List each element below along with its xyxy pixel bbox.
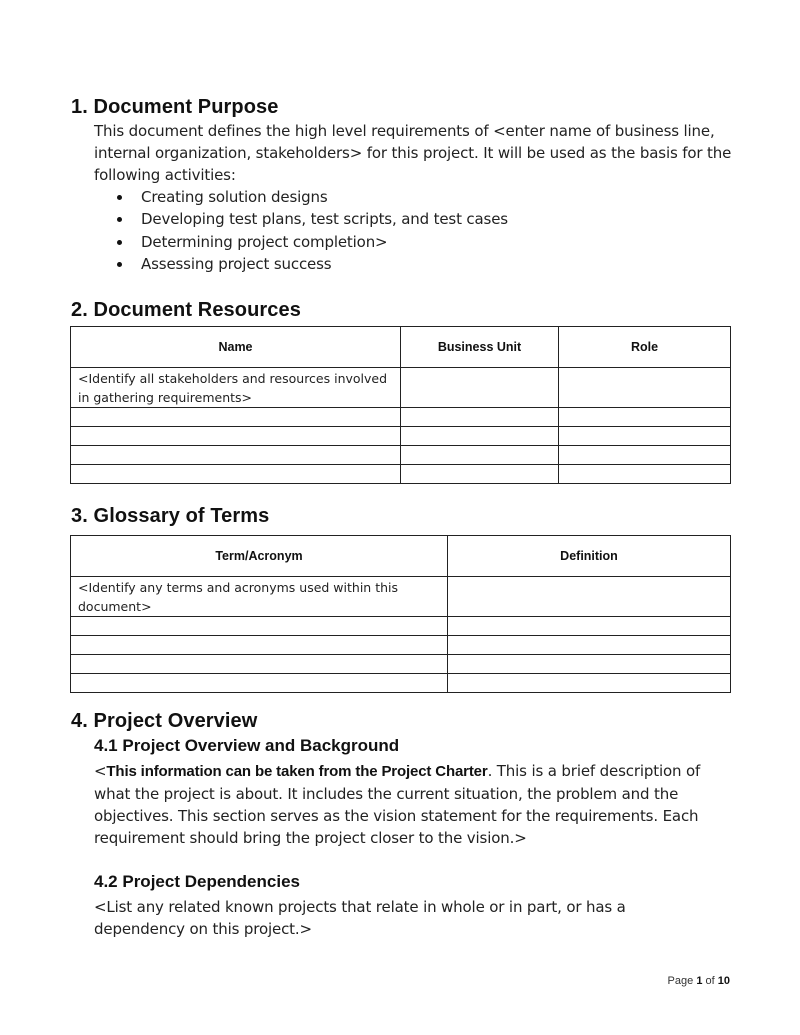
page-number: Page 1 of 10 (667, 975, 730, 987)
column-header-term-acronym: Term/Acronym (71, 536, 448, 577)
overview-background-paragraph: <This information can be taken from the Project Charter. This is a brief description of what the project is about. It includes the current situation, the problem and the objectives. This section serves as the vision statement for the requirements. Each requirement should bring the project closer to the vision.> (94, 762, 701, 847)
table-cell[interactable] (71, 465, 401, 484)
table-cell[interactable] (559, 465, 731, 484)
column-header-name: Name (71, 327, 401, 368)
table-cell[interactable] (448, 636, 731, 655)
section-heading-project-overview: 4. Project Overview (71, 710, 258, 732)
list-item: Determining project completion> (94, 231, 694, 253)
table-row (71, 674, 731, 693)
list-item: Assessing project success (94, 253, 694, 275)
table-cell[interactable] (401, 427, 559, 446)
table-row (71, 446, 731, 465)
project-dependencies-paragraph: <List any related known projects that relate in whole or in part, or has a dependency on this project.> (94, 898, 626, 938)
table-cell[interactable] (559, 446, 731, 465)
table-row (71, 617, 731, 636)
section-heading-document-resources: 2. Document Resources (71, 299, 301, 321)
table-cell[interactable] (401, 368, 559, 408)
table-row (71, 577, 731, 617)
table-cell[interactable] (401, 465, 559, 484)
table-cell[interactable] (401, 446, 559, 465)
column-header-definition: Definition (448, 536, 731, 577)
project-charter-note: This information can be taken from the Project Charter (106, 763, 488, 780)
table-cell[interactable] (71, 446, 401, 465)
section-heading-glossary-of-terms: 3. Glossary of Terms (71, 505, 270, 527)
table-row (71, 368, 731, 408)
table-cell[interactable] (448, 655, 731, 674)
table-cell[interactable] (71, 427, 401, 446)
purpose-paragraph: This document defines the high level requirements of <enter name of business line, internal organization, stakeholders> for this project. It will be used as the basis for the following activities: (94, 122, 732, 184)
section-heading-document-purpose: 1. Document Purpose (71, 96, 279, 118)
table-cell[interactable] (401, 408, 559, 427)
bullet-icon (117, 217, 122, 222)
table-row (71, 465, 731, 484)
table-cell[interactable] (71, 408, 401, 427)
subsection-heading-project-dependencies: 4.2 Project Dependencies (94, 872, 300, 891)
table-cell[interactable] (71, 674, 448, 693)
table-cell[interactable] (559, 427, 731, 446)
purpose-activity-list (94, 186, 694, 275)
table-cell[interactable] (559, 408, 731, 427)
list-item: Developing test plans, test scripts, and test cases (94, 208, 694, 230)
table-cell[interactable] (71, 655, 448, 674)
table-cell[interactable]: <Identify any terms and acronyms used within this document> (71, 577, 448, 617)
table-cell[interactable] (448, 577, 731, 617)
table-cell[interactable] (559, 368, 731, 408)
table-header-row (71, 327, 731, 368)
table-row (71, 636, 731, 655)
table-row (71, 427, 731, 446)
table-cell[interactable] (71, 636, 448, 655)
table-row (71, 655, 731, 674)
column-header-business-unit: Business Unit (401, 327, 559, 368)
column-header-role: Role (559, 327, 731, 368)
document-resources-table (70, 326, 731, 484)
list-item: Creating solution designs (94, 186, 694, 208)
table-header-row (71, 536, 731, 577)
bullet-icon (117, 262, 122, 267)
table-cell[interactable]: <Identify all stakeholders and resources involved in gathering requirements> (71, 368, 401, 408)
bullet-icon (117, 195, 122, 200)
table-row (71, 408, 731, 427)
glossary-table (70, 535, 731, 693)
table-cell[interactable] (71, 617, 448, 636)
subsection-heading-overview-background: 4.1 Project Overview and Background (94, 736, 400, 755)
table-cell[interactable] (448, 617, 731, 636)
bullet-icon (117, 240, 122, 245)
table-cell[interactable] (448, 674, 731, 693)
